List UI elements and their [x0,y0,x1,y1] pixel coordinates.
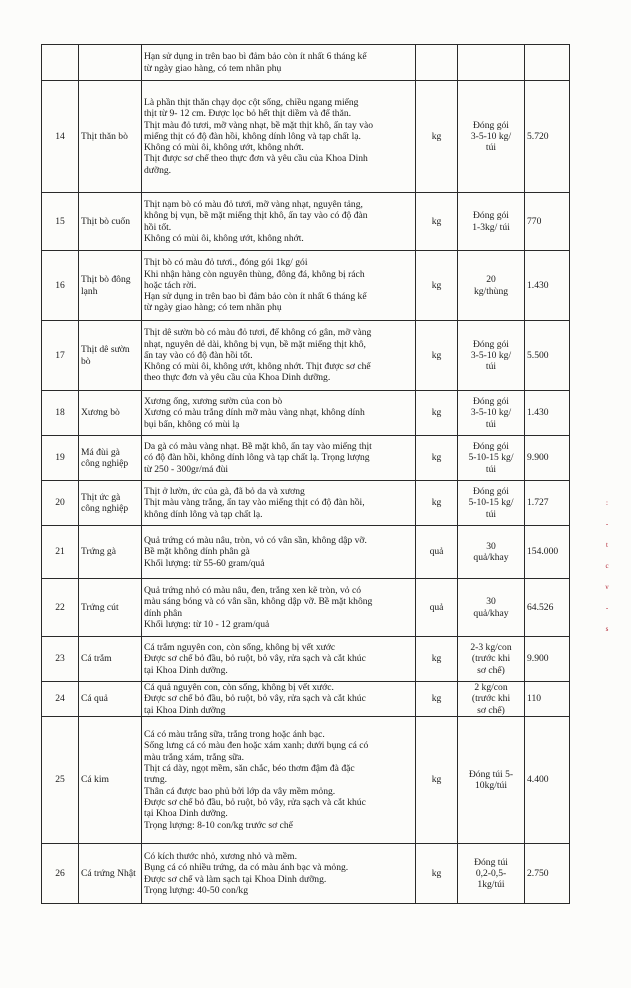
cell-desc: Cá quả nguyên con, còn sống, không bị vết xước. Được sơ chế bỏ đầu, bỏ ruột, bỏ vây, rửa sạch và cắt khúc tại Khoa Dinh dưỡng [142,682,416,717]
cell-unit: kg [416,682,458,717]
cell-unit: kg [416,844,458,904]
cell-qty: 1.430 [525,391,570,436]
cell-pack [458,45,525,81]
cell-name: Thịt bò cuốn [79,193,142,251]
cell-pack: Đóng túi 0,2-0,5- 1kg/túi [458,844,525,904]
table-row [42,526,570,579]
table-row [42,481,570,526]
cell-pack: Đóng gói 5-10-15 kg/ túi [458,481,525,526]
table-body [42,45,570,904]
cell-qty: 9.900 [525,637,570,682]
spec-table [41,44,570,904]
cell-qty: 1.430 [525,251,570,321]
cell-stt: 20 [42,481,79,526]
cell-unit: kg [416,391,458,436]
cell-name: Trứng cút [79,579,142,637]
cell-desc: Là phần thịt thăn chạy dọc cột sống, chiều ngang miếng thịt từ 9- 12 cm. Được lọc bỏ hết thịt diềm và để thăn. Thịt màu đỏ tươi, mỡ vàng nhạt, bề mặt thịt khô, ấn tay vào miếng thịt có độ đàn hồi, không dính lông và tạp chất lạ. Không có mùi ôi, không ướt, không nhớt. Thịt được sơ chế theo thực đơn và yêu cầu của Khoa Dinh dưỡng. [142,81,416,193]
cell-name: Cá kim [79,717,142,844]
cell-unit: kg [416,321,458,391]
cell-desc: Thịt ở lườn, ức của gà, đã bỏ da và xương Thịt màu vàng trắng, ấn tay vào miếng thịt có độ đàn hồi, không dính lông và tạp chất lạ. [142,481,416,526]
cell-unit: kg [416,193,458,251]
cell-name: Cá quả [79,682,142,717]
cell-pack: 30 quả/khay [458,526,525,579]
cell-unit: kg [416,251,458,321]
cell-pack: Đóng gói 5-10-15 kg/ túi [458,436,525,481]
table-row [42,391,570,436]
cell-pack: Đóng gói 3-5-10 kg/ túi [458,321,525,391]
table-row [42,436,570,481]
cell-unit: kg [416,637,458,682]
cell-stt: 17 [42,321,79,391]
cell-stt: 23 [42,637,79,682]
cell-unit: kg [416,436,458,481]
cell-qty: 770 [525,193,570,251]
cell-name: Xương bò [79,391,142,436]
cell-desc: Có kích thước nhỏ, xương nhỏ và mềm. Bụng cá có nhiều trứng, da có màu ánh bạc và mỏng. Được sơ chế và làm sạch tại Khoa Dinh dưỡng. Trọng lượng: 40-50 con/kg [142,844,416,904]
cell-pack: 2 kg/con (trước khi sơ chế) [458,682,525,717]
cell-desc: Thịt bò có màu đỏ tươi., đóng gói 1kg/ gói Khi nhận hàng còn nguyên thùng, đông đá, không bị rách hoặc tách rời. Hạn sử dụng in trên bao bì đảm bảo còn ít nhất 6 tháng kể từ ngày giao hàng; có tem nhãn phụ [142,251,416,321]
cell-name: Thịt ức gà công nghiệp [79,481,142,526]
cell-pack: Đóng gói 1-3kg/ túi [458,193,525,251]
table-row [42,45,570,81]
cell-stt: 25 [42,717,79,844]
cell-pack: Đóng túi 5- 10kg/túi [458,717,525,844]
cell-desc: Da gà có màu vàng nhạt. Bề mặt khô, ấn tay vào miếng thịt có độ đàn hồi, không dính lông và tạp chất lạ. Trọng lượng từ 250 - 300gr/má đùi [142,436,416,481]
cell-name: Cá trứng Nhật [79,844,142,904]
cell-name [79,45,142,81]
cell-name: Trứng gà [79,526,142,579]
cell-name: Thịt bò đông lạnh [79,251,142,321]
cell-stt: 15 [42,193,79,251]
cell-stt: 14 [42,81,79,193]
cell-pack: Đóng gói 3-5-10 kg/ túi [458,391,525,436]
cell-qty: 5.720 [525,81,570,193]
cell-unit [416,45,458,81]
table-row [42,682,570,717]
cell-unit: quả [416,579,458,637]
table-row [42,844,570,904]
cell-qty: 2.750 [525,844,570,904]
table-row [42,81,570,193]
cell-desc: Hạn sử dụng in trên bao bì đảm bảo còn ít nhất 6 tháng kể từ ngày giao hàng, có tem nhãn phụ [142,45,416,81]
cell-qty: 154.000 [525,526,570,579]
cell-stt: 19 [42,436,79,481]
cell-name: Cá trắm [79,637,142,682]
cell-name: Thịt thăn bò [79,81,142,193]
cell-name: Má đùi gà công nghiệp [79,436,142,481]
margin-stamp-marks: : - t c ν - s [605,499,609,633]
cell-qty: 110 [525,682,570,717]
cell-qty: 4.400 [525,717,570,844]
cell-pack: 2-3 kg/con (trước khi sơ chế) [458,637,525,682]
table-row [42,579,570,637]
cell-pack: Đóng gói 3-5-10 kg/ túi [458,81,525,193]
cell-unit: kg [416,481,458,526]
cell-desc: Thịt dê sườn bò có màu đỏ tươi, để không có gân, mỡ vàng nhạt, nguyên dẻ dài, không bị vụn, bề mặt miếng thịt khô, ấn tay vào có độ đàn hồi tốt. Không có mùi ôi, không ướt, không nhớt. Thịt được sơ chế theo thực đơn và yêu cầu của Khoa Dinh dưỡng. [142,321,416,391]
cell-qty: 1.727 [525,481,570,526]
cell-pack: 30 quả/khay [458,579,525,637]
cell-stt: 26 [42,844,79,904]
table-row [42,251,570,321]
cell-desc: Cá có màu trắng sữa, trắng trong hoặc ánh bạc. Sống lưng cá có màu đen hoặc xám xanh; dưới bụng cá có màu trắng xám, trắng sữa. Thịt cá dày, ngọt mềm, săn chắc, béo thơm đậm đà đặc trưng. Thân cá được bao phủ bởi lớp da vây mềm mỏng. Được sơ chế bỏ đầu, bỏ ruột, bỏ vây, rửa sạch và cắt khúc tại Khoa Dinh dưỡng. Trọng lượng: 8-10 con/kg trước sơ chế [142,717,416,844]
cell-unit: kg [416,717,458,844]
table-row [42,193,570,251]
cell-desc: Quả trứng nhỏ có màu nâu, đen, trắng xen kẽ tròn, vỏ có màu sáng bóng và có vân sần, không dập vỡ. Bề mặt không dính phân Khối lượng: từ 10 - 12 gram/quả [142,579,416,637]
cell-qty: 64.526 [525,579,570,637]
cell-pack: 20 kg/thùng [458,251,525,321]
cell-stt [42,45,79,81]
cell-stt: 24 [42,682,79,717]
table-row [42,637,570,682]
cell-stt: 22 [42,579,79,637]
cell-desc: Thịt nạm bò có màu đỏ tươi, mỡ vàng nhạt, nguyên tảng, không bị vụn, bề mặt miếng thịt khô, ấn tay vào có độ đàn hồi tốt. Không có mùi ôi, không ướt, không nhớt. [142,193,416,251]
cell-unit: kg [416,81,458,193]
cell-qty: 9.900 [525,436,570,481]
cell-stt: 16 [42,251,79,321]
cell-stt: 21 [42,526,79,579]
table-row [42,717,570,844]
table-row [42,321,570,391]
cell-desc: Xương ống, xương sườn của con bò Xương có màu trắng dính mỡ màu vàng nhạt, không dính bụi bẩn, không có mùi lạ [142,391,416,436]
cell-desc: Cá trắm nguyên con, còn sống, không bị vết xước Được sơ chế bỏ đầu, bỏ ruột, bỏ vây, rửa sạch và cắt khúc tại Khoa Dinh dưỡng. [142,637,416,682]
cell-qty: 5.500 [525,321,570,391]
cell-desc: Quả trứng có màu nâu, tròn, vỏ có vân sần, không dập vỡ. Bề mặt không dính phân gà Khối lượng: từ 55-60 gram/quả [142,526,416,579]
cell-stt: 18 [42,391,79,436]
cell-unit: quả [416,526,458,579]
cell-name: Thịt dê sườn bò [79,321,142,391]
cell-qty [525,45,570,81]
